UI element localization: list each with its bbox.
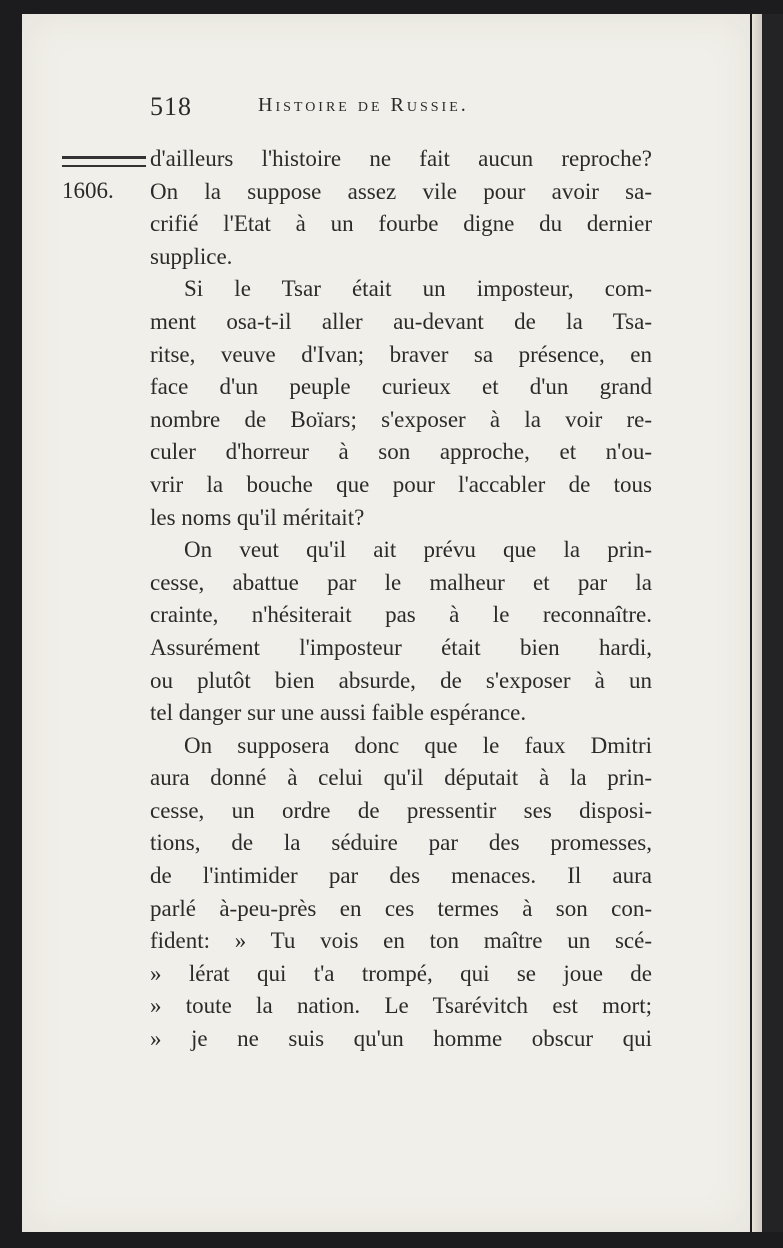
background-strip [762,14,783,1232]
text-line: tel danger sur une aussi faible espérance. [150,700,527,726]
text-line: On veut qu'il ait prévu que la prin- [184,537,652,563]
text-line: » je ne suis qu'un homme obscur qui [150,1026,652,1052]
text-line: crifié l'Etat à un fourbe digne du dernier [150,211,652,237]
text-line: d'ailleurs l'histoire ne fait aucun reproche? [150,146,652,171]
text-line: supplice. [150,243,233,269]
text-line: parlé à-peu-près en ces termes à son con- [150,895,652,921]
text-line: les noms qu'il méritait? [150,504,365,530]
text-line: » toute la nation. Le Tsarévitch est mort; [150,993,652,1019]
text-line: Assurément l'imposteur était bien hardi, [150,634,652,660]
text-line: On supposera donc que le faux Dmitri [184,732,652,758]
text-line: ritse, veuve d'Ivan; braver sa présence, en [150,341,652,367]
text-line: face d'un peuple curieux et d'un grand [150,374,652,400]
text-line: culer d'horreur à son approche, et n'ou- [150,439,652,465]
text-line: crainte, n'hésiterait pas à le reconnaître. [150,602,652,628]
page-number: 518 [150,92,192,121]
margin-rule [62,156,146,167]
page-edge [752,14,762,1232]
text-line: Si le Tsar était un imposteur, com- [184,276,652,302]
text-line: vrir la bouche que pour l'accabler de tous [150,471,652,497]
text-line: ment osa-t-il aller au-devant de la Tsa- [150,308,652,334]
text-line: ou plutôt bien absurde, de s'exposer à un [150,667,652,693]
body-text [150,143,652,1056]
text-line: aura donné à celui qu'il députait à la prin- [150,765,652,791]
text-line: de l'intimider par des menaces. Il aura [150,863,652,889]
text-line: tions, de la séduire par des promesses, [150,830,652,856]
running-title: Histoire de Russie. [258,94,469,116]
text-line: On la suppose assez vile pour avoir sa- [150,178,652,204]
text-line: nombre de Boïars; s'exposer à la voir re- [150,406,652,432]
text-line: cesse, un ordre de pressentir ses disposi- [150,797,652,823]
margin-year: 1606. [62,178,114,203]
text-line: cesse, abattue par le malheur et par la [150,569,652,595]
page-header [150,92,610,126]
text-line: fident: » Tu vois en ton maître un scé- [150,928,652,954]
text-line: » lérat qui t'a trompé, qui se joue de [150,960,652,986]
